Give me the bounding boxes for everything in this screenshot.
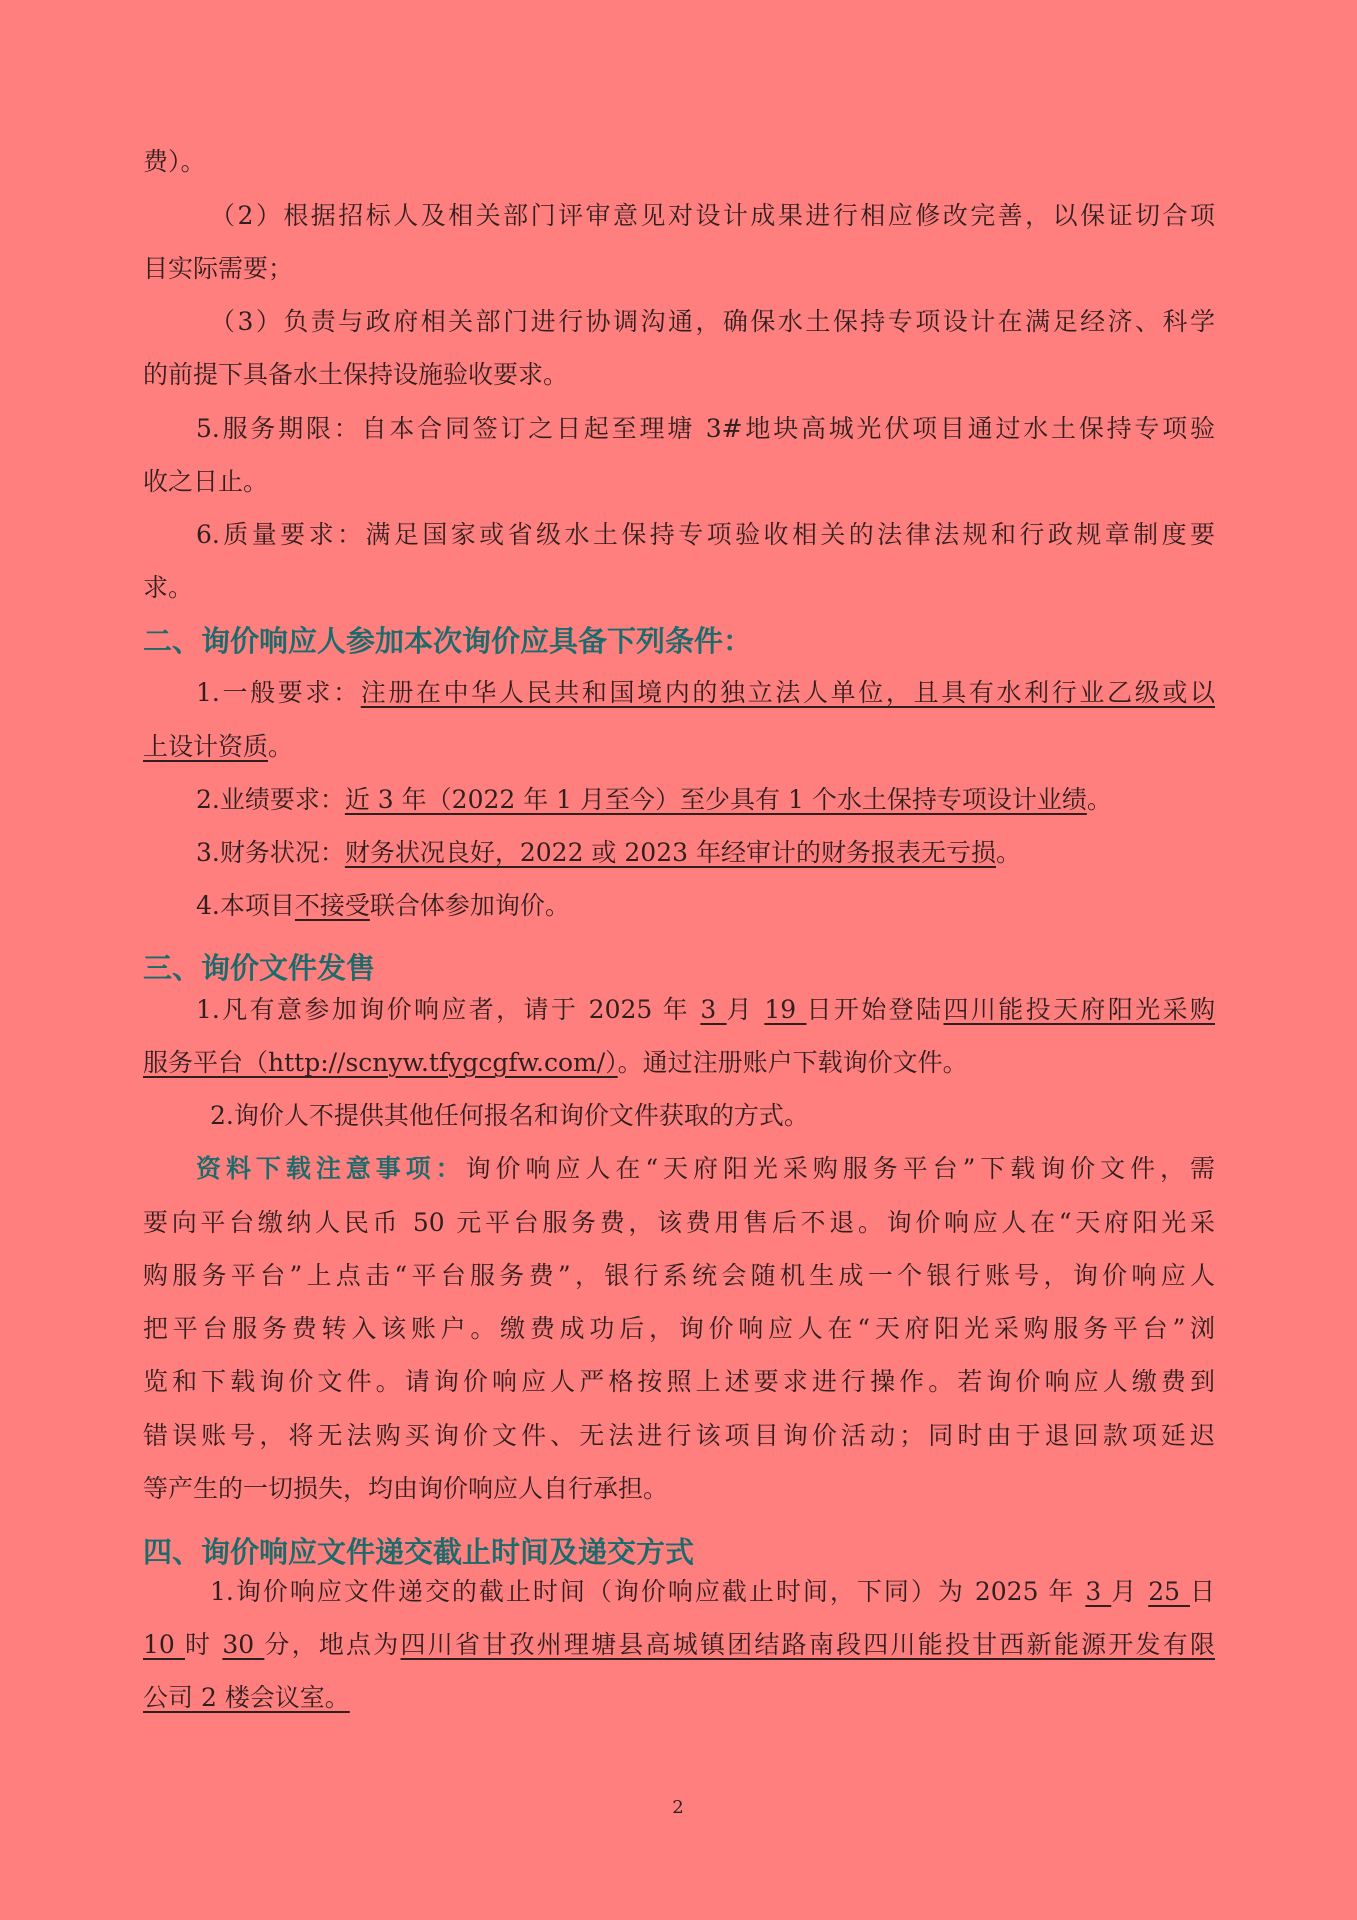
text-line xyxy=(143,568,1215,608)
text-span: 日 xyxy=(1189,1577,1215,1606)
section-heading: 三、询价文件发售 xyxy=(143,951,376,985)
underlined-text: 30 xyxy=(222,1630,265,1659)
page-number: 2 xyxy=(672,1797,684,1818)
text-span: 求。 xyxy=(143,573,194,602)
text-line xyxy=(196,409,1215,449)
text-line xyxy=(143,727,1215,767)
text-line xyxy=(143,1678,1215,1718)
text-span: 等产生的一切损失，均由询价响应人自行承担。 xyxy=(143,1474,669,1503)
text-span: 览和下载询价文件。请询价响应人严格按照上述要求进行操作。若询价响应人缴费到 xyxy=(143,1367,1215,1396)
text-line xyxy=(196,886,1215,926)
text-span: 。通过注册账户下载询价文件。 xyxy=(617,1048,968,1077)
text-line xyxy=(210,1572,1215,1612)
underlined-text: 25 xyxy=(1148,1577,1190,1606)
text-span: 询价响应人在“天府阳光采购服务平台”下载询价文件，需 xyxy=(465,1154,1215,1183)
text-span: 联合体参加询价。 xyxy=(369,891,570,920)
text-span: 的前提下具备水土保持设施验收要求。 xyxy=(143,360,569,389)
text-line xyxy=(196,780,1215,820)
text-span: 4.本项目 xyxy=(196,891,295,920)
text-line xyxy=(143,1625,1215,1665)
text-line xyxy=(143,462,1215,502)
text-line xyxy=(210,196,1215,236)
underlined-text: 四川能投天府阳光采购 xyxy=(943,995,1215,1024)
text-line xyxy=(143,355,1215,395)
text-line xyxy=(196,515,1215,555)
text-span: 时 xyxy=(184,1630,223,1659)
text-span: 。 xyxy=(268,732,294,761)
text-span: 月 xyxy=(726,995,765,1024)
text-span: 分，地点为 xyxy=(264,1630,401,1659)
text-line xyxy=(143,1416,1215,1456)
text-span: 购服务平台”上点击“平台服务费”，银行系统会随机生成一个银行账号，询价响应人 xyxy=(143,1261,1215,1290)
text-line xyxy=(196,673,1215,713)
text-line xyxy=(196,833,1215,873)
underlined-text: 公司 2 楼会议室。 xyxy=(143,1683,350,1712)
text-span: 6.质量要求：满足国家或省级水土保持专项验收相关的法律法规和行政规章制度要 xyxy=(196,520,1215,549)
text-span: 把平台服务费转入该账户。缴费成功后，询价响应人在“天府阳光采购服务平台”浏 xyxy=(143,1314,1215,1343)
text-span: 错误账号，将无法购买询价文件、无法进行该项目询价活动；同时由于退回款项延迟 xyxy=(143,1421,1215,1450)
text-line xyxy=(143,1309,1215,1349)
underlined-text: 3 xyxy=(700,995,727,1024)
text-line xyxy=(143,1043,1215,1083)
text-span: （3）负责与政府相关部门进行协调沟通，确保水土保持专项设计在满足经济、科学 xyxy=(210,307,1215,336)
text-line xyxy=(143,1362,1215,1402)
underlined-text: 四川省甘孜州理塘县高城镇团结路南段四川能投甘西新能源开发有限 xyxy=(400,1630,1215,1659)
bold-label: 资料下载注意事项： xyxy=(196,1154,466,1183)
underlined-text: 3 xyxy=(1085,1577,1112,1606)
text-span: 1.询价响应文件递交的截止时间（询价响应截止时间，下同）为 2025 年 xyxy=(210,1577,1086,1606)
text-span: 日开始登陆 xyxy=(806,995,944,1024)
text-line xyxy=(143,1469,1215,1509)
text-line xyxy=(210,1096,1215,1136)
text-span: 。 xyxy=(1086,785,1112,814)
text-span: 2.询价人不提供其他任何报名和询价文件获取的方式。 xyxy=(210,1101,809,1130)
underlined-text: 服务平台（http://scnyw.tfygcgfw.com/） xyxy=(143,1048,618,1077)
underlined-text: 10 xyxy=(143,1630,185,1659)
text-line xyxy=(196,1149,1215,1189)
text-span: （2）根据招标人及相关部门评审意见对设计成果进行相应修改完善，以保证切合项 xyxy=(210,201,1215,230)
underlined-text: 财务状况良好，2022 或 2023 年经审计的财务报表无亏损 xyxy=(344,838,996,867)
text-span: 。 xyxy=(995,838,1021,867)
text-line xyxy=(143,249,1215,289)
text-line xyxy=(143,1256,1215,1296)
text-span: 费）。 xyxy=(143,147,206,176)
text-line xyxy=(196,990,1215,1030)
text-span: 2.业绩要求： xyxy=(196,785,345,814)
section-heading: 二、询价响应人参加本次询价应具备下列条件： xyxy=(143,624,753,658)
text-line xyxy=(210,302,1215,342)
text-span: 5.服务期限：自本合同签订之日起至理塘 3#地块高城光伏项目通过水土保持专项验 xyxy=(196,414,1215,443)
section-heading: 四、询价响应文件递交截止时间及递交方式 xyxy=(143,1535,695,1569)
text-span: 1.凡有意参加询价响应者，请于 2025 年 xyxy=(196,995,701,1024)
underlined-text: 19 xyxy=(764,995,807,1024)
text-span: 月 xyxy=(1111,1577,1149,1606)
text-span: 收之日止。 xyxy=(143,467,269,496)
text-line xyxy=(143,142,1215,182)
text-line xyxy=(143,1203,1215,1243)
underlined-text: 注册在中华人民共和国境内的独立法人单位，且具有水利行业乙级或以 xyxy=(360,678,1215,707)
underlined-text: 上设计资质 xyxy=(143,732,269,761)
text-span: 3.财务状况： xyxy=(196,838,345,867)
underlined-text: 不接受 xyxy=(294,891,370,920)
text-span: 目实际需要； xyxy=(143,254,294,283)
text-span: 1.一般要求： xyxy=(196,678,361,707)
text-span: 要向平台缴纳人民币 50 元平台服务费，该费用售后不退。询价响应人在“天府阳光采 xyxy=(143,1208,1215,1237)
underlined-text: 近 3 年（2022 年 1 月至今）至少具有 1 个水土保持专项设计业绩 xyxy=(344,785,1087,814)
